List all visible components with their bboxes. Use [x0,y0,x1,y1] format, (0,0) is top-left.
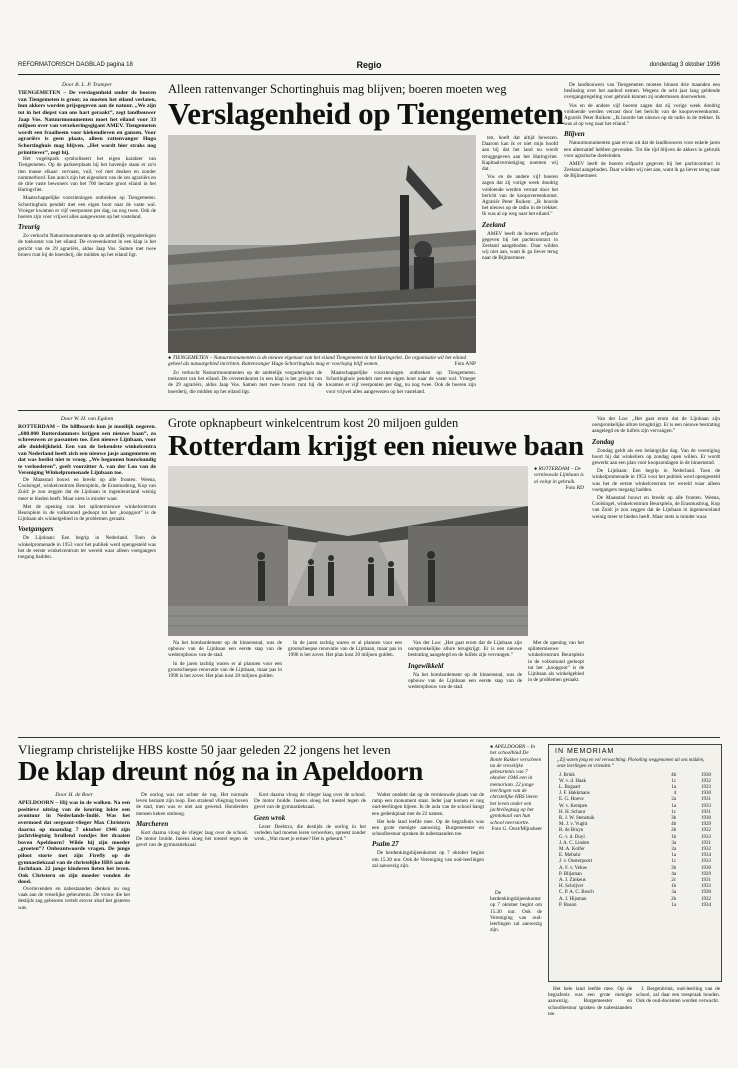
memoriam-name: J. Brink [559,772,575,778]
memoriam-name: A. J. Hijsman [559,896,587,902]
memoriam-year: 1933 [701,834,711,840]
article2-col-a [168,640,282,732]
memoriam-year: 1934 [701,902,711,908]
article3-body1: Overlevenden en nabestaanden denken nu nog vaak aan de vreselijke gebeurtenis. De vrouw die het destijds zag gebeuren vertelt erover alsof het gisteren was. [18,885,130,911]
memoriam-year: 1932 [701,847,711,853]
article2-body5: In de jaren tachtig waren er al plannen voor een grootscheepse renovatie van de Lijnbaan, maar pas in 1996 is het zover. Het plan kost 20 miljoen gulden. [168,660,282,680]
article1-caption-text: TIENGEMETEN – Natuurmonumenten is de nieuwe eigenaar van het eiland Tiengemeten in het Haringvliet. De organisatie wil het eiland geheel als natuurgebied inrichten. Rattenvanger Hugo Schortinghuis mag er voorlopig blijf wonen. [168,355,467,368]
article1-body6: AMEV heeft de boeren erfpacht gegeven bij het pachtcontract in Zeeland aangeboden. Daar wilden wij niet aan, want ik ga liever terug naar de Bijlmermeer. [482,230,558,262]
article3-photo-credit: Foto G. Oost/Mijnsheer [491,825,542,832]
memoriam-class: 1b [671,884,677,890]
memoriam-year: 1933 [701,785,711,790]
memoriam-name: E. Mebuhr [559,853,581,859]
article2-body5b: In de jaren tachtig waren er al plannen voor een grootscheepse renovatie van de Lijnbaan, maar pas in 1996 is het zover. Het plan kost 20 miljoen gulden. [288,640,402,659]
article1-body3: Zo verkocht Natuurmonumenten op de ambtelijk vergaderingen de toekomst van het eiland. De overeenkomst in een klap is het gericht van de 29 agrariërs, aldus Jaap Vos. Samen met twee broers runt hij de boerderij, die midden op het eiland ligt. [18,233,156,258]
article3-caption-text: APELDOORN – In het schoolblad De Bonte Rakker verscheen na de vreselijke gebeurtenis van 7 oktober 1946 een in memoriam. 22 jonge leerlingen van de christelijke HBS lieten het leven onder een jachtvliegtuig op het gymlokaal van hun school neerstortte. [490,744,542,826]
memoriam-class: 3b [671,816,677,822]
masthead-date: donderdag 3 oktober 1996 [649,62,720,68]
memoriam-class: 3a [671,840,677,846]
memoriam-year: 1932 [701,828,711,834]
memoriam-name: P. Blijsman [559,871,582,877]
memoriam-class: 1a [671,853,677,859]
article2-body6: Van der Loo: „Het gaat erom dat de Lijnbaan zijn oorspronkelijke allure terugkrijgt. Er is een nieuwe bestrating aangelegd en de luifels zijn vervangen.” [408,640,522,659]
article2-subhead2: Ingewikkeld [408,661,444,670]
memoriam-year: 1929 [701,871,711,877]
memoriam-name: R. de Bruyn [559,828,584,834]
memoriam-name: A. J. Zinkeus [559,878,586,884]
caption-bullet-icon-3: ● [490,744,495,750]
article3-body6b: Het hele land leefde mee. Op de begrafenis was een grote menigte aanwezig. Burgemeester en schoolbestuur spraken de nabestaanden toe. [548,986,632,1017]
article2-col-b [288,640,402,732]
memoriam-class: 2b [671,896,677,902]
memoriam-year: 1930 [701,791,711,797]
memoriam-name: C. P. A. C. Bosch [559,890,594,896]
article2-kicker: Grote opknapbeurt winkelcentrum kost 20 miljoen gulden [168,416,459,430]
article3-col-d [372,792,484,1032]
memoriam-name: J. v. Oosterpoort [559,859,593,865]
masthead-left: REFORMATORISCH DAGBLAD pagina 18 [18,62,133,68]
memoriam-name: A. F. v. Veluw [559,865,588,871]
article3-body3b: Kort daarna vloog de vlieger laag over de school. De motor brulde. Ineens sloeg het toestel tegen de gevel van de gymnastiekzaal. [254,792,366,811]
memoriam-name: W. v. Kempen [559,803,588,809]
memoriam-name: J. A. C. Linden [559,840,590,846]
article1-body-col-b [326,370,476,406]
article1-body6b: AMEV heeft de boeren erfpacht gegeven bij het pachtcontract in Zeeland aangeboden. Daar wilden wij niet aan, want ik ga liever terug naar de Bijlmermeer. [564,161,720,180]
article3-lead-column [18,792,130,1032]
memoriam-class: 1a [671,902,677,908]
article1-subhead3: Blijven [564,130,585,139]
memoriam-name: M. J. v. Vught [559,822,588,828]
memoriam-class: 4 [673,791,677,797]
article1-column-5 [564,82,720,407]
memoriam-name: H. H. Schuur [559,809,586,815]
article3-col-c [254,792,366,1032]
article3-body7b: De herdenkingsbijeenkomst op 7 oktober begint om 15.30 uur. Ook de Vereniging van oud-leerlingen zal aanwezig zijn. [490,890,542,934]
in-memoriam-title: IN MEMORIAM [555,748,615,755]
memoriam-year: 1932 [701,896,711,902]
article1-subhead2: Zeeland [482,220,506,229]
memoriam-name: E. G. Hoeve [559,797,584,803]
memoriam-year: 1933 [701,884,711,890]
article3-kicker: Vliegramp christelijke HBS kostte 50 jaar geleden 22 jongens het leven [18,742,391,757]
memoriam-class: 2a [671,847,677,853]
article2-body2: Met de opening van het splinternieuwe winkelcentrum Beursplein in de volksmond gedoopt tot het „koopgoot” is de Lijnbaan als winkelgebied in de problemen geraakt. [18,503,156,523]
memoriam-name: M. A. Kolfer [559,847,585,853]
article1-byline: Door B. L. P. Tramper [61,82,113,88]
article3-body7: De herdenkingsbijeenkomst op 7 oktober begint om 15.30 uur. Ook de Vereniging van oud-leerlingen zal aanwezig zijn. [372,850,484,869]
article2-col-c [408,640,522,732]
memoriam-row [557,903,713,909]
divider-2 [18,737,720,738]
memoriam-year: 1931 [701,797,711,803]
article1-body4: ten, hoeft dat altijd bewezen. Daarom kan ik er niet mijn hoofd aan bij dat het land nu wordt teruggegeven aan het Haringvliet. Kapitaalvernietiging noemen wij dat. [482,135,558,173]
article2-subhead3: Zondag [592,437,615,446]
memoriam-year: 1931 [701,809,711,815]
in-memoriam-text: „Zij waren jong en vol verwachting. Plotseling weggenomen uit ons midden, onze leerlingen en vrienden.” [557,758,705,769]
memoriam-year: 1930 [701,816,711,822]
article3-headline: De klap dreunt nóg na in Apeldoorn [18,756,423,786]
article2-body4b: Na het bombardement op de binnenstad, was de opbouw van de Lijnbaan een eerste stap van de wederopbouw van de stad. [408,671,522,691]
memoriam-class: 1c [671,778,677,784]
article2-body2b: Met de opening van het splinternieuwe winkelcentrum Beursplein in de volksmond gedoopt tot het „koopgoot” is de Lijnbaan als winkelgebied in de problemen geraakt. [528,640,584,684]
article2-body1b: De Maasstad bouwt en breekt op alle fronten. Weena, Coolsingel, winkelcentrum Beursplein, de Erasmusbrug, Kop van Zuid: je zou zeggen dat de Lijnbaan in ingenieursland weinig meer te bieden heeft. Maar niets is minder waar. [592,495,720,520]
divider-1 [18,410,720,411]
article3-byline: Door H. de Boer [55,792,93,798]
article1-photo [168,135,476,353]
in-memoriam-table [557,773,713,909]
article3-body6: Het hele land leefde mee. Op de begrafenis was een grote menigte aanwezig. Burgemeester en schoolbestuur spraken de nabestaanden toe. [372,818,484,838]
article2-body6b: Van der Loo: „Het gaat erom dat de Lijnbaan zijn oorspronkelijke allure terugkrijgt. Er is een nieuwe bestrating aangelegd en de luifels zijn vervangen.” [592,416,720,435]
memoriam-class: 2c [671,878,677,884]
article1-photo-credit: Foto ANP [454,361,476,368]
memoriam-year: 1929 [701,822,711,828]
article3-subhead2: Geen wrok [254,813,286,822]
article3-caption [490,744,542,884]
memoriam-year: 1931 [701,878,711,884]
memoriam-name: L. Bogaart [559,785,581,790]
article1-body2b: Maatschappelijke voorzieningen ontbreken op Tiengemeten. Schortinghuis pendelt met een eigen boot naar de vaste wal. Vroeger kwamen er vijf veerponten per dag, nu nog twee. Ook de boeren zijn voor vrijwel alles aangewezen op het vasteland. [326,370,476,395]
memoriam-class: 1c [671,809,677,815]
memoriam-class: 1c [671,859,677,865]
article1-body8: Natuurmonumenten gaat ervan uit dat de landbouwers voor enkele jaren een alternatief hebben gevonden. Tot die tijd blijven de akkers in gebruik voor agrarische doeleinden. [564,140,720,159]
article1-body3b: Zo verkocht Natuurmonumenten op de ambtelijk vergaderingen de toekomst van het eiland. De overeenkomst in een klap is het gericht van de 29 agrariërs, aldus Jaap Vos. Samen met twee broers runt hij de boerderij, die midden op het eiland ligt. [168,370,322,395]
article1-photo-image [168,135,476,353]
article3-col-g [636,986,720,1032]
memoriam-class: 2b [671,828,677,834]
memoriam-name: G. v. d. Duyl [559,834,585,840]
article3-body5: Walter ontdekt dat op de vernieuwde plaats van de ramp een monument staat. Ieder jaar komen er nog oud-leerlingen bijeen. In de aula van de school hangt een gedenkplaat met de 22 namen. [372,792,484,817]
article2-body3: De Lijnbaan: Een begrip in Nederland. Toen de winkelpromenade in 1953 voor het publiek werd opengesteld was het de eerste winkelcentrum ter wereld waar alleen voetgangers toegang hadden. [18,535,156,560]
caption-bullet-icon: ● [168,355,173,361]
article1-column-4 [482,135,558,407]
memoriam-class: 3b [671,865,677,871]
article2-photo [168,466,528,636]
article2-headline: Rotterdam krijgt een nieuwe baan [168,430,584,462]
article2-body7: Zondag geldt als een belangrijke dag. Van de vereniging hoort hij dat winkeliers op zondag open willen. Er wordt gewerkt aan een plan voor koopzondagen in de binnenstad. [592,447,720,467]
article3-body3: Kort daarna vloog de vlieger laag over de school. De motor brulde. Ineens sloeg het toestel tegen de gevel van de gymnastiekzaal. [136,829,248,849]
article1-body-col-a [168,370,322,406]
memoriam-year: 1931 [701,840,711,846]
memoriam-year: 1930 [701,890,711,896]
article1-lead-column [18,82,156,360]
memoriam-class: 1a [671,785,677,790]
article1-subhead1: Treurig [18,223,40,232]
article3-body8: J. Bergenbrink, oud-leerling van de school, zal daar een toespraak houden. Ook de oud-docenten worden verwacht. [636,986,720,1005]
article3-col-e [490,890,542,1032]
memoriam-name: R. J. W. Stenstuik [559,816,595,822]
memoriam-name: P. Ruson [559,902,577,908]
article3-subhead1: Marcheren [136,819,169,828]
memoriam-year: 1930 [701,772,711,778]
memoriam-year: 1930 [701,865,711,871]
article3-intro: APELDOORN – Hij was in de wolken. Na een positieve uitslag van de keuring lokte een avontuur in Nederlands-Indië. Was het overmoed dat sergeant-vlieger Max Christern daarna op maandag 7 oktober 1946 zijn jachtvliegtuig brullend rondjes liet draaien boven Apeldoorn? Wilde hij zijn moeder „groeten”? Onbeantwoorde vragen. De jonge piloot storte met zijn Firefly op de gymnastiekzaal van de christelijke HBS aan de Jachtlaan. 22 jonge kinderen lieten het leven. Ook Christern en zijn moeder vonden de dood. [18,800,130,886]
section-title: Regio [356,60,382,70]
article2-caption [534,466,584,491]
article3-col-f [548,986,632,1032]
memoriam-name: H. Schrijver [559,884,584,890]
article2-lead-column [18,416,156,732]
article2-caption-text: ROTTERDAM – De vernieuwde Lijnbaan is al volop in gebruik. [534,466,584,485]
article3-subhead3: Psalm 27 [372,840,399,849]
article3-body2: De oorlog was net achter de rug. Het normale leven hernam zijn loop. Een stralend vliegtuig boven de stad, men was er niet aan gewend. Honderden mensen keken omhoog. [136,792,248,817]
memoriam-name: J. F. Hakkmans [559,791,590,797]
article1-body1: Het vogelspark symboliseert het eigen karakter van Tiengemeten. Op de parkeerplaats bij het havenije staan er zo'n tien masse elkaar: vervaast, vuil, vol met deuken en zonder nummerbord. Een auto's zijn het eigendom van de zes agrariërs en de drie vaste bewoners van het 700 hectare groot eiland in het Haringvliet. [18,156,156,194]
memoriam-class: 1b [671,834,677,840]
article2-byline: Door W. H. van Egdom [60,416,114,422]
article1-body7: De landbouwers van Tiengemeten moeten binnen drie maanden een beslissing over het aanbod nemen. Wegens de acht jaar lang geldende overgangsregeling voor gebruik kunnen zij ondertussen doorwerken. [564,82,720,101]
masthead [18,60,720,75]
article2-col-e [592,416,720,732]
article2-body3b: De Lijnbaan: Een begrip in Nederland. Toen de winkelpromenade in 1953 voor het publiek werd opengesteld was het de eerste winkelcentrum ter wereld waar alleen voetgangers toegang hadden. [592,468,720,493]
article1-body2: Maatschappelijke voorzieningen ontbreken op Tiengemeten. Schortinghuis pendelt met een eigen boot naar de vaste wal. Vroeger kwamen er vijf veerponten per dag, nu nog twee. Ook de boeren zijn voor vrijwel alles aangewezen op het vasteland. [18,195,156,220]
article2-subhead1: Voetgangers [18,525,54,534]
article3-col-b [136,792,248,1032]
memoriam-year: 1933 [701,859,711,865]
memoriam-class: 1a [671,803,677,809]
article1-body5: Vos en de andere vijf boeren zagen dat zij vorige week dondrig voldoende werden verrast door het bericht van de koopovereenkomst. Agrariër Peter Ruiken: „Ik hoorde het nieuws op de radio in de trekker. Ik was al op weg naar het eiland.” [482,174,558,218]
memoriam-class: 2a [671,797,677,803]
article2-body1: De Maasstad bouwt en breekt op alle fronten. Weena, Coolsingel, winkelcentrum Beursplein, de Erasmusbrug, Kop van Zuid: je zou zeggen dat de Lijnbaan in ingenieursland weinig meer te bieden heeft. Maar niets is minder waar. [18,476,156,502]
article1-body5b: Vos en de andere vijf boeren zagen dat zij vorige week dondrig voldoende werden verrast door het bericht van de koopovereenkomst. Agrariër Peter Ruiken: „Ik hoorde het nieuws op de radio in de trekker. Ik was al op weg naar het eiland.” [564,102,720,128]
memoriam-class: 4b [671,822,677,828]
article1-headline: Verslagenheid op Tiengemeten [168,96,564,131]
memoriam-class: 4b [671,772,677,778]
article1-kicker: Alleen rattenvanger Schortinghuis mag blijven; boeren moeten weg [168,82,507,96]
memoriam-name: W. v. d. Haak [559,778,586,784]
article2-photo-image [168,466,528,636]
article2-body4: Na het bombardement op de binnenstad, was de opbouw van de Lijnbaan een eerste stap van de wederopbouw van de stad. [168,640,282,659]
article1-intro: TIENGEMETEN – De verslagenheid onder de boeren van Tiengemeten is groot; zo moeten het eiland verlaten, hun akkers worden prijsgegeven aan de natuur. „We zijn tot in het diepst van ons hart geraakt”, zegt landbouwer Jaap Vos. Natuurmonumenten moet het eiland voor 33 miljoen over van verzekeringsgigant AMEV. Tiengemeten wordt een fraaiheem voor kiekendieven en ganzen. Voor agrariërs is geen plaats, alleen rattenvanger Hugo Schortinghuis mag blijven. „Het wordt hier straks nog primitiever”, zegt hij. [18,90,156,156]
article3-body4: Lezer Deelstra, die destijds de oorlog in het verleden had moeten leren verwerken, spreekt zonder wrok. „Wat moet je ermee? Het is gebeurd.” [254,823,366,843]
article2-photo-credit: Foto RD [565,484,584,491]
article1-caption [168,355,476,368]
article2-col-d [528,640,584,732]
memoriam-year: 1933 [701,803,711,809]
in-memoriam-box [548,744,722,982]
caption-bullet-icon-2: ● [534,466,539,472]
memoriam-class: 3a [671,890,677,896]
memoriam-class: 4a [671,871,677,877]
memoriam-year: 1934 [701,853,711,859]
memoriam-year: 1932 [701,778,711,784]
article2-intro: ROTTERDAM – De billboards kun je moeilijk negeren. „600.000 Rotterdammers krijgen een nieuwe baan”, zo schreeuwen ze passanten toe. Een nieuwe Lijnbaan, voor alle duidelijkheid. Een van de bekendste winkelcentra van Nederland heeft zich een nieuwe jasje aangemeten en dat was beslist niet te vroeg. „We begonnen bouwkundig te verloederen”, geeft voorzitter A. van der Loo van de Vereniging Winkelpromenade Lijnbaan toe. [18,424,156,477]
